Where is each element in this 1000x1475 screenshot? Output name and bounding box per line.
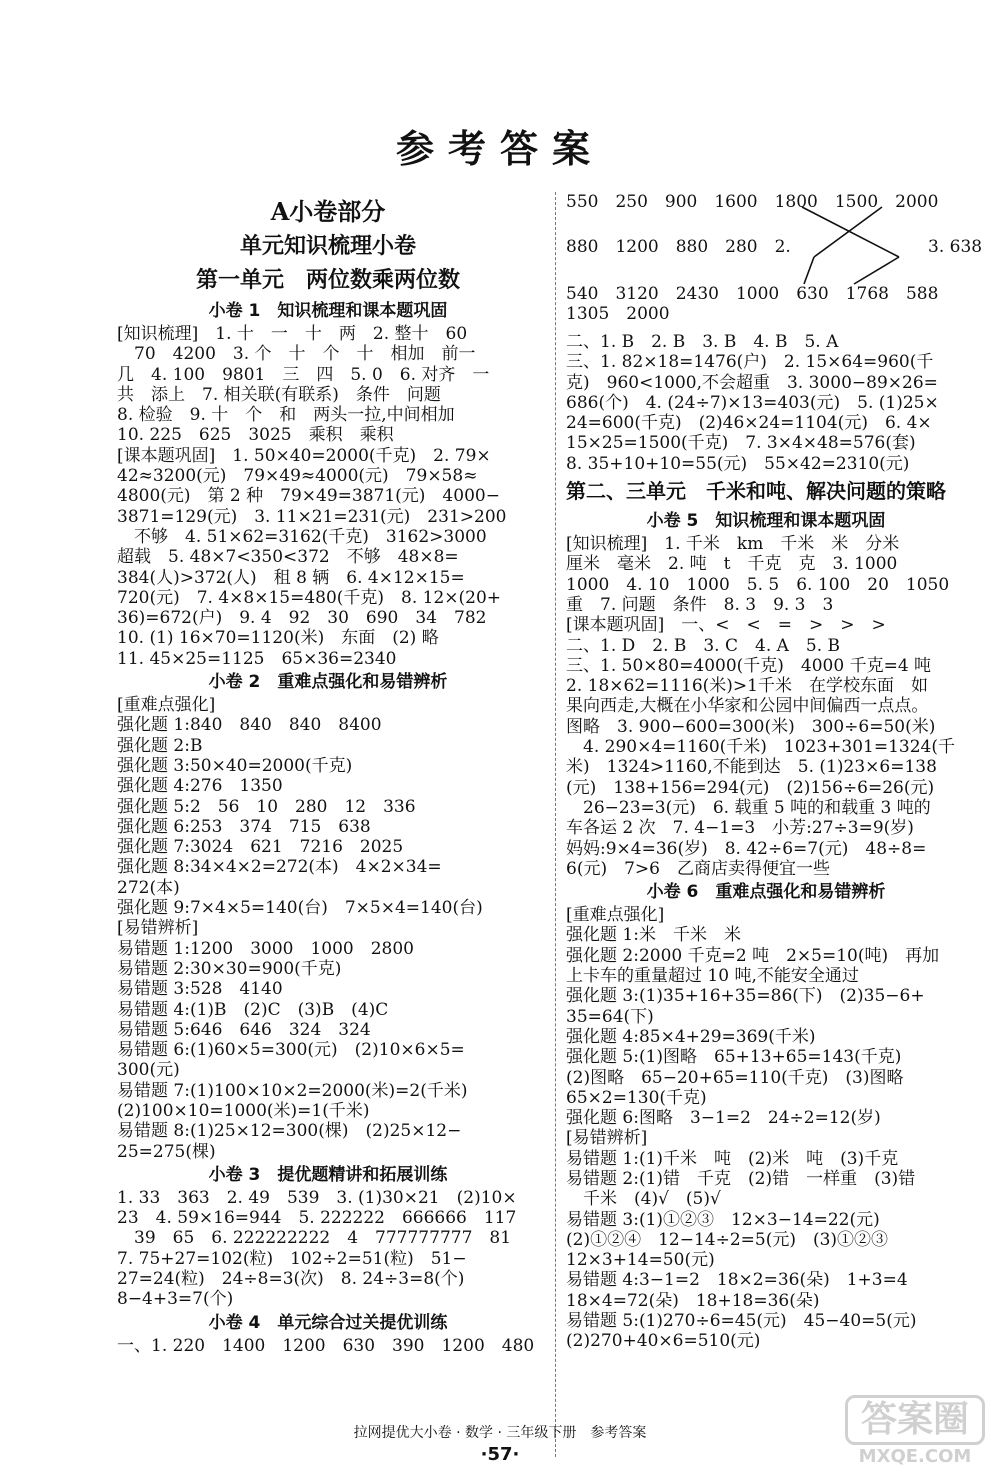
answer-line: 36)=672(户) 9. 4 92 30 690 34 782 <box>117 608 487 629</box>
answer-line: 10. (1) 16×70=1120(米) 东面 (2) 略 <box>117 628 439 649</box>
answer-line: 克) 960<1000,不会超重 3. 3000−89×26= <box>566 372 938 393</box>
answer-line: 图略 3. 900−600=300(米) 300÷6=50(米) <box>566 716 936 737</box>
page-number: ·57· <box>480 1444 520 1465</box>
answer-line: [重难点强化] <box>566 905 665 926</box>
answer-line: 易错题 4:(1)B (2)C (3)B (4)C <box>117 999 389 1020</box>
quiz-4-body-cont <box>566 332 966 474</box>
answer-line: 720(元) 7. 4×8×15=480(千克) 8. 12×(20+ <box>117 587 502 608</box>
answer-line: 几 4. 100 9801 三 四 5. 0 6. 对齐 一 <box>117 364 490 385</box>
answer-line: 易错题 7:(1)100×10×2=2000(米)=2(千米) <box>117 1080 468 1101</box>
column-divider <box>555 192 556 1457</box>
answer-line: 共 添上 7. 相关联(有联系) 条件 问题 <box>117 384 441 405</box>
right-column <box>566 192 983 1352</box>
answer-line: 易错题 4:3−1=2 18×2=36(朵) 1+3=4 <box>566 1270 908 1291</box>
watermark-logo <box>845 1395 985 1470</box>
answer-line: 1000 4. 10 1000 5. 5 6. 100 20 1050 <box>566 574 950 595</box>
answer-line: 65×2=130(千克) <box>566 1087 707 1108</box>
answer-line: 易错题 5:646 646 324 324 <box>117 1019 371 1040</box>
answer-line: 26−23=3(元) 6. 载重 5 吨的和载重 3 吨的 <box>566 797 931 818</box>
unit-title: 第一单元 两位数乘两位数 <box>195 268 460 293</box>
match-line <box>804 257 814 284</box>
quiz-title: 小卷 5 知识梳理和课本题巩固 <box>646 511 886 532</box>
answer-line: 一、1. 220 1400 1200 630 390 1200 480 <box>117 1335 535 1356</box>
answer-line: 39 65 6. 222222222 4 777777777 81 <box>117 1228 512 1249</box>
quiz-2-body <box>117 695 539 1162</box>
answer-line: 易错题 2:30×30=900(千克) <box>117 958 342 979</box>
answer-line: [课本题巩固] 1. 50×40=2000(千克) 2. 79× <box>117 445 491 466</box>
answer-line: [易错辨析] <box>566 1128 648 1149</box>
quiz-3-body <box>117 1188 539 1310</box>
part-title: A小卷部分 <box>270 197 386 226</box>
answer-line: 三、1. 82×18=1476(户) 2. 15×64=960(千 <box>566 352 934 373</box>
answer-line: (2)①②④ 12−14÷2=5(元) (3)①②③ <box>566 1229 889 1250</box>
answer-line: 8−4+3=7(个) <box>117 1289 234 1310</box>
matching-diagram <box>566 192 983 332</box>
match-row: 3. 638 <box>928 237 983 257</box>
answer-line: 23 4. 59×16=944 5. 222222 666666 117 <box>117 1208 517 1229</box>
answer-line: 强化题 5:2 56 10 280 12 336 <box>117 796 416 817</box>
match-row: 550 250 900 1600 1800 1500 2000 <box>566 192 939 212</box>
watermark-url: MXQE.COM <box>858 1446 972 1467</box>
answer-line: 3871=129(元) 3. 11×21=231(元) 231>200 <box>117 506 507 527</box>
match-row: 1305 2000 <box>566 304 670 324</box>
answer-line: [课本题巩固] 一、< < = > > > <box>566 615 886 636</box>
answer-line: 35=64(下) <box>566 1006 654 1027</box>
quiz-title: 小卷 2 重难点强化和易错辨析 <box>208 672 448 693</box>
answer-line: 强化题 2:2000 千克=2 吨 2×5=10(吨) 再加 <box>566 945 940 966</box>
quiz-5-body <box>566 534 966 879</box>
answer-line: 车各运 2 次 7. 4−1=3 小芳:27÷3=9(岁) <box>566 818 914 839</box>
answer-line: 27=24(粒) 24÷8=3(次) 8. 24÷3=8(个) <box>117 1269 465 1290</box>
quiz-4-body <box>117 1336 539 1356</box>
answer-line: 二、1. B 2. B 3. B 4. B 5. A <box>566 332 839 352</box>
answer-line: 千米 (4)√ (5)√ <box>566 1189 721 1210</box>
match-row: 540 3120 2430 1000 630 1768 588 <box>566 284 939 304</box>
quiz-title: 小卷 1 知识梳理和课本题巩固 <box>208 301 448 321</box>
answer-line: 易错题 3:(1)①②③ 12×3−14=22(元) <box>566 1209 880 1230</box>
answer-line: 300(元) <box>117 1060 180 1081</box>
answer-line: 不够 4. 51×62=3162(千克) 3162>3000 <box>117 526 487 547</box>
answer-line: 易错题 2:(1)错 千克 (2)错 一样重 (3)错 <box>566 1168 916 1189</box>
answer-line: 易错题 6:(1)60×5=300(元) (2)10×6×5= <box>117 1040 465 1061</box>
answer-line: 强化题 4:276 1350 <box>117 776 283 797</box>
unit-title: 第二、三单元 千米和吨、解决问题的策略 <box>566 479 946 504</box>
answer-line: 384(人)>372(人) 租 8 辆 6. 4×12×15= <box>117 567 465 588</box>
answer-line: (2)图略 65−20+65=110(千克) (3)图略 <box>566 1067 904 1088</box>
answer-line: 上卡车的重量超过 10 吨,不能安全通过 <box>566 966 859 987</box>
quiz-title: 小卷 6 重难点强化和易错辨析 <box>646 882 886 903</box>
answer-line: 强化题 8:34×4×2=272(本) 4×2×34= <box>117 857 442 878</box>
quiz-1-body <box>117 324 539 669</box>
answer-line: 易错题 1:1200 3000 1000 2800 <box>117 938 415 959</box>
answer-line: 12×3+14=50(元) <box>566 1250 715 1271</box>
answer-line: 强化题 9:7×4×5=140(台) 7×5×4=140(台) <box>117 898 483 919</box>
answer-line: (2)100×10=1000(米)=1(千米) <box>117 1100 370 1121</box>
answer-line: 6(元) 7>6 乙商店卖得便宜一些 <box>566 858 830 879</box>
answer-line: 18×4=72(朵) 18+18=36(朵) <box>566 1290 820 1311</box>
answer-line: 1. 33 363 2. 49 539 3. (1)30×21 (2)10× <box>117 1187 517 1208</box>
answer-line: [知识梳理] 1. 千米 km 千米 米 分米 <box>566 534 900 555</box>
answer-line: 272(本) <box>117 877 180 898</box>
section-title: 单元知识梳理小卷 <box>239 234 416 259</box>
answer-line: 8. 35+10+10=55(元) 55×42=2310(元) <box>566 453 910 474</box>
answer-line: [知识梳理] 1. 十 一 十 两 2. 整十 60 <box>117 324 468 344</box>
matching-lines <box>784 202 934 287</box>
answer-line: 4800(元) 第 2 种 79×49=3871(元) 4000− <box>117 486 500 507</box>
match-line <box>802 207 899 257</box>
answer-line: (2)270+40×6=510(元) <box>566 1331 761 1352</box>
watermark-text: 答案圈 <box>845 1395 985 1445</box>
match-row: 880 1200 880 280 2. <box>566 237 791 257</box>
answer-line: 超载 5. 48×7<350<372 不够 48×8= <box>117 547 459 568</box>
answer-line: 米) 1324>1160,不能到达 5. (1)23×6=138 <box>566 757 937 778</box>
page-title: 参考答案 <box>395 127 604 171</box>
answer-line: 易错题 3:528 4140 <box>117 979 283 1000</box>
answer-line: 686(个) 4. (24÷7)×13=403(元) 5. (1)25× <box>566 392 939 413</box>
answer-line: 10. 225 625 3025 乘积 乘积 <box>117 425 394 446</box>
answer-line: 强化题 1:840 840 840 8400 <box>117 715 382 736</box>
answer-line: 易错题 5:(1)270÷6=45(元) 45−40=5(元) <box>566 1311 917 1332</box>
answer-line: 二、1. D 2. B 3. C 4. A 5. B <box>566 635 841 656</box>
left-column <box>117 192 539 1356</box>
answer-line: 重 7. 问题 条件 8. 3 9. 3 3 <box>566 594 834 615</box>
answer-line: 24=600(千克) (2)46×24=1104(元) 6. 4× <box>566 413 932 434</box>
answer-line: 妈妈:9×4=36(岁) 8. 42÷6=7(元) 48÷8= <box>566 838 927 859</box>
answer-line: 强化题 6:253 374 715 638 <box>117 816 371 837</box>
answer-line: 11. 45×25=1125 65×36=2340 <box>117 648 397 669</box>
answer-line: 强化题 5:(1)图略 65+13+65=143(千克) <box>566 1047 902 1068</box>
answer-line: 易错题 1:(1)千米 吨 (2)米 吨 (3)千克 <box>566 1148 899 1169</box>
footer-book-title: 拉网提优大小卷 · 数学 · 三年级下册 参考答案 <box>353 1425 647 1441</box>
answer-line: [重难点强化] <box>117 695 216 716</box>
answer-line: 厘米 毫米 2. 吨 t 千克 克 3. 1000 <box>566 554 898 575</box>
answer-line: 强化题 2:B <box>117 735 203 756</box>
answer-line: 强化题 7:3024 621 7216 2025 <box>117 837 404 858</box>
answer-line: [易错辨析] <box>117 918 199 939</box>
answer-line: 强化题 3:50×40=2000(千克) <box>117 755 353 776</box>
answer-line: 25=275(棵) <box>117 1141 216 1162</box>
quiz-title: 小卷 3 提优题精讲和拓展训练 <box>208 1164 448 1185</box>
answer-line: 15×25=1500(千克) 7. 3×4×48=576(套) <box>566 433 916 454</box>
answer-line: 4. 290×4=1160(千米) 1023+301=1324(千 <box>566 737 955 758</box>
quiz-title: 小卷 4 单元综合过关提优训练 <box>208 1312 448 1333</box>
match-line <box>814 207 882 257</box>
answer-line: 易错题 8:(1)25×12=300(棵) (2)25×12− <box>117 1121 462 1142</box>
answer-line: (元) 138+156=294(元) (2)156÷6=26(元) <box>566 777 935 798</box>
answer-line: 42≈3200(元) 79×49≈4000(元) 79×58≈ <box>117 466 478 487</box>
answer-line: 强化题 3:(1)35+16+35=86(下) (2)35−6+ <box>566 986 925 1007</box>
answer-line: 70 4200 3. 个 十 个 十 相加 前一 <box>117 344 476 365</box>
answer-line: 三、1. 50×80=4000(千克) 4000 千克=4 吨 <box>566 655 932 676</box>
answer-line: 强化题 6:图略 3−1=2 24÷2=12(岁) <box>566 1108 881 1129</box>
answer-line: 8. 检验 9. 十 个 和 两头一拉,中间相加 <box>117 405 455 426</box>
answer-line: 2. 18×62=1116(米)>1千米 在学校东面 如 <box>566 676 928 697</box>
match-line <box>854 257 899 284</box>
answer-line: 果向西走,大概在小华家和公园中间偏西一点点。 <box>566 696 929 717</box>
answer-line: 强化题 1:米 千米 米 <box>566 925 741 946</box>
answer-line: 7. 75+27=102(粒) 102÷2=51(粒) 51− <box>117 1248 467 1269</box>
answer-line: 强化题 4:85×4+29=369(千米) <box>566 1026 816 1047</box>
quiz-6-body <box>566 905 966 1352</box>
